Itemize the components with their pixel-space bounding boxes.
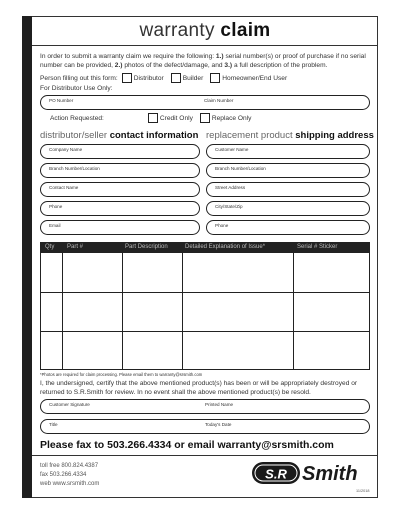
intro-text-2: serial number(s) or proof of purchase if no serial number can be provided, [40,53,366,69]
intro-paragraph [40,52,370,70]
left-accent-bar [22,16,32,498]
customer-name-field[interactable] [206,144,370,159]
phone-label-right: Phone [215,223,229,228]
shipping-section-heading [206,130,374,141]
po-claim-field[interactable] [40,95,370,110]
intro-text-3: photos of the defect/damage, and [122,62,225,69]
branch-number-label-right: Branch Number/Location [215,166,266,171]
row-divider [41,331,369,332]
intro-bold-2: 2.) [114,62,123,69]
customer-signature-label: Customer Signature [49,402,90,407]
email-field[interactable] [40,220,200,235]
filling-out-label: Person filling out this form: [40,74,118,82]
column-divider [62,253,63,370]
title-bold: claim [220,20,271,41]
title-label: Title [49,422,58,427]
parts-table [40,242,370,370]
po-number-label: PO Number [49,98,74,103]
shipping-heading-bold: shipping address [295,130,374,141]
branch-number-label-left: Branch Number/Location [49,166,100,171]
header-part-number: Part # [67,244,84,250]
company-name-label: Company Name [49,147,83,152]
phone-label-left: Phone [49,204,63,209]
intro-bold-3: 3.) [224,62,233,69]
photo-note: *Photos are required for claim processing. Please email them to warranty@srsmith.com [40,372,203,377]
contact-name-field[interactable] [40,182,200,197]
intro-text-1: In order to submit a warranty claim we require the following: [40,53,216,60]
action-requested-row [40,113,370,123]
city-state-zip-field[interactable] [206,201,370,216]
option-replace-only[interactable] [196,113,252,123]
parts-table-header [41,243,369,253]
distributor-label: Distributor [133,74,164,82]
header-serial-sticker: Serial # Sticker [297,244,338,250]
credit-only-label: Credit Only [159,114,193,122]
fax-instruction: Please fax to 503.266.4334 or email warranty@srsmith.com [40,439,334,451]
title-light: warranty [139,20,221,41]
contact-name-label: Contact Name [49,185,79,190]
company-name-field[interactable] [40,144,200,159]
branch-number-field-left[interactable] [40,163,200,178]
branch-number-field-right[interactable] [206,163,370,178]
phone-field-left[interactable] [40,201,200,216]
srsmith-logo [251,460,369,486]
builder-checkbox[interactable] [171,73,181,83]
filling-out-row [40,73,370,83]
distributor-checkbox[interactable] [122,73,132,83]
toll-free-number: toll free 800.824.4387 [40,463,99,469]
header-qty: Qty [45,244,55,250]
replace-only-checkbox[interactable] [200,113,210,123]
option-credit-only[interactable] [144,113,193,123]
logo-sr-text: S.R [265,466,287,482]
signature-field[interactable] [40,399,370,414]
distributor-section-heading [40,130,198,141]
certification-statement: I, the undersigned, certify that the above mentioned product(s) has been or will be appropriately destroyed or returned to S.R.Smith for review. In no event shall the above mentioned product(s) be resold. [40,380,358,396]
contact-info [40,462,99,489]
printed-name-label: Printed Name [205,402,234,407]
builder-label: Builder [182,74,204,82]
credit-only-checkbox[interactable] [148,113,158,123]
option-distributor[interactable] [118,73,164,83]
website: web www.srsmith.com [40,481,100,487]
form-version: 11/2018 [356,489,370,493]
distributor-use-only-label: For Distributor Use Only: [40,85,113,92]
email-label: Email [49,223,61,228]
homeowner-label: Homeowner/End User [222,74,288,82]
title-date-field[interactable] [40,419,370,434]
fax-number: fax 503.266.4334 [40,472,87,478]
action-requested-label: Action Requested: [50,114,104,122]
column-divider [293,253,294,370]
header-part-description: Part Description [125,244,168,250]
logo-smith-text: Smith [302,463,358,485]
option-homeowner[interactable] [206,73,287,83]
homeowner-checkbox[interactable] [210,73,220,83]
todays-date-label: Today's Date [205,422,232,427]
form-title [32,16,378,46]
intro-bold-1: 1.) [215,53,224,60]
claim-number-label: Claim Number [204,98,234,103]
column-divider [122,253,123,370]
intro-text-4: a full description of the problem. [232,62,328,69]
shipping-heading-light: replacement product [206,130,296,141]
customer-name-label: Customer Name [215,147,249,152]
distributor-heading-light: distributor/seller [40,130,110,141]
distributor-heading-bold: contact information [109,130,199,141]
column-divider [182,253,183,370]
city-state-zip-label: City/State/Zip [215,204,243,209]
option-builder[interactable] [167,73,204,83]
street-address-field[interactable] [206,182,370,197]
street-address-label: Street Address [215,185,246,190]
replace-only-label: Replace Only [211,114,252,122]
header-explanation: Detailed Explanation of Issue* [185,244,266,250]
phone-field-right[interactable] [206,220,370,235]
row-divider [41,292,369,293]
footer-divider [32,455,378,456]
